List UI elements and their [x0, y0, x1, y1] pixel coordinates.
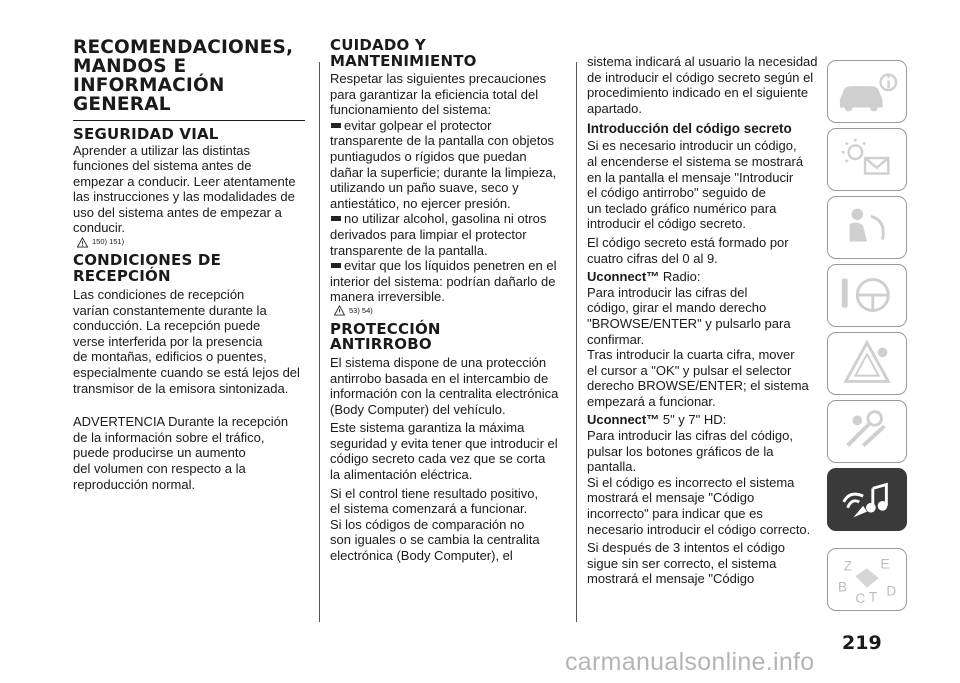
caution-icon — [334, 305, 345, 316]
paragraph: Las condiciones de recepción varían constantemente durante la conducción. La recepción puede verse interferida por la presencia de montañas, edificios o puentes, especialmente cuando se está lejos del transmisor de la emisora sintonizada. — [73, 287, 300, 396]
index-alphabet-icon — [828, 549, 906, 610]
paragraph: Este sistema garantiza la máxima seguridad y evita tener que introducir el código secreto cada vez que se corta la alimentación eléctrica. — [330, 420, 558, 483]
svg-text:B: B — [837, 579, 847, 595]
bullet-item: evitar golpear el protector transparente de la pantalla con objetos puntiagudos o rígidos que puedan dañar la superficie; durante la limpieza, utilizando un paño suave, seco y antiestático, no ejercer presión. — [330, 117, 557, 211]
service-tools-icon — [828, 401, 906, 462]
chapter-title — [73, 38, 305, 114]
tab-safety[interactable] — [827, 196, 907, 259]
svg-text:D: D — [886, 583, 897, 599]
tab-multimedia-active[interactable] — [827, 468, 907, 531]
column-divider — [319, 62, 320, 622]
subheading-hd: Uconnect™ 5" y 7" HD: — [587, 412, 727, 428]
tab-warning-lights[interactable] — [827, 128, 907, 191]
chapter-title-line: INFORMACIÓN — [73, 75, 225, 96]
paragraph: Para introducir las cifras del código, pulsar los botones gráficos de la pantalla. — [587, 428, 793, 475]
multimedia-icon — [828, 469, 906, 530]
reference-numbers: 53) 54) — [349, 305, 373, 315]
section-title-seguridad: SEGURIDAD VIAL — [73, 125, 219, 143]
paragraph: Si es necesario introducir un código, al encenderse el sistema se mostrará en la pantalla el mensaje "Introducir el código antirrobo" seguido de un teclado gráfico numérico para introducir el código secreto. — [587, 138, 804, 232]
column-2 — [330, 38, 562, 564]
tab-maintenance[interactable] — [827, 400, 907, 463]
bullet-item: evitar que los líquidos penetren en el interior del sistema: podrían dañarlo de manera irreversible. — [330, 258, 557, 305]
title-divider — [73, 120, 305, 121]
paragraph: El código secreto está formado por cuatro cifras del 0 al 9. — [587, 234, 789, 266]
warning-references — [334, 305, 562, 317]
section-title-codigo: Introducción del código secreto — [587, 121, 792, 137]
tab-emergency[interactable] — [827, 332, 907, 395]
advertencia-paragraph: ADVERTENCIA Durante la recepción de la información sobre el tráfico, puede producirse un aumento del volumen con respecto a la reproducción normal. — [73, 414, 289, 492]
subheading-radio: Uconnect™ Radio: — [587, 269, 701, 285]
bullet-icon — [330, 122, 342, 129]
column-divider — [576, 62, 577, 622]
paragraph: Respetar las siguientes precauciones para garantizar la eficiencia total del funcionamiento del sistema: — [330, 71, 547, 118]
paragraph: Tras introducir la cuarta cifra, mover el cursor a "OK" y pulsar el selector derecho BROWSE/ENTER; el sistema empezará a funcionar. — [587, 347, 809, 409]
page-number: 219 — [842, 632, 882, 654]
warning-lights-icon — [828, 129, 906, 190]
section-title-condiciones: CONDICIONES DE RECEPCIÓN — [73, 251, 222, 285]
column-1 — [73, 38, 305, 492]
tab-index[interactable] — [827, 548, 907, 611]
paragraph: sistema indicará al usuario la necesidad de introducir el código secreto según el procedimiento indicado en el siguiente apartado. — [587, 54, 818, 116]
warning-references — [77, 236, 305, 248]
chapter-title-line: RECOMENDACIONES, — [73, 37, 294, 58]
section-title-cuidado: CUIDADO Y MANTENIMIENTO — [330, 36, 477, 70]
svg-text:T: T — [868, 589, 878, 605]
paragraph: El sistema dispone de una protección antirrobo basada en el intercambio de información con la centralita electrónica (Body Computer) del vehículo. — [330, 354, 559, 417]
breakdown-triangle-icon — [828, 333, 906, 394]
bullet-icon — [330, 262, 342, 269]
paragraph: Si el control tiene resultado positivo, el sistema comenzará a funcionar. Si los códigos de comparación no son iguales o se cambia la centralita electrónica (Body Computer), el — [330, 485, 540, 564]
paragraph: Para introducir las cifras del código, girar el mando derecho "BROWSE/ENTER" y pulsarlo para confirmar. — [587, 284, 791, 347]
seat-safety-icon — [828, 197, 906, 258]
svg-text:C: C — [855, 591, 866, 607]
svg-text:E: E — [880, 556, 890, 572]
section-title-proteccion: PROTECCIÓN ANTIRROBO — [330, 319, 441, 354]
tab-driving[interactable] — [827, 264, 907, 327]
chapter-title-line: GENERAL — [73, 94, 171, 115]
bullet-item: no utilizar alcohol, gasolina ni otros derivados para limpiar el protector transparente de la pantalla. — [330, 211, 547, 258]
paragraph: Si el código es incorrecto el sistema mostrará el mensaje "Código incorrecto" para indicar que es necesario introducir el código correcto. — [587, 474, 811, 537]
reference-numbers: 150) 151) — [92, 237, 125, 247]
tab-car-info[interactable] — [827, 60, 907, 123]
warning-triangle-icon — [77, 237, 88, 248]
car-info-icon — [828, 61, 906, 122]
watermark: carmanualsonline.info — [565, 648, 815, 676]
chapter-title-line: MANDOS E — [73, 56, 187, 77]
steering-wheel-icon — [828, 265, 906, 326]
paragraph: Si después de 3 intentos el código sigue sin ser correcto, el sistema mostrará el mensaje "Código — [587, 540, 786, 587]
svg-text:Z: Z — [843, 558, 853, 574]
paragraph: Aprender a utilizar las distintas funciones del sistema antes de empezar a conducir. Leer atentamente las instrucciones y las modalidades de uso del sistema antes de empezar a conducir. — [73, 142, 296, 236]
bullet-icon — [330, 215, 342, 222]
column-3 — [587, 54, 823, 587]
